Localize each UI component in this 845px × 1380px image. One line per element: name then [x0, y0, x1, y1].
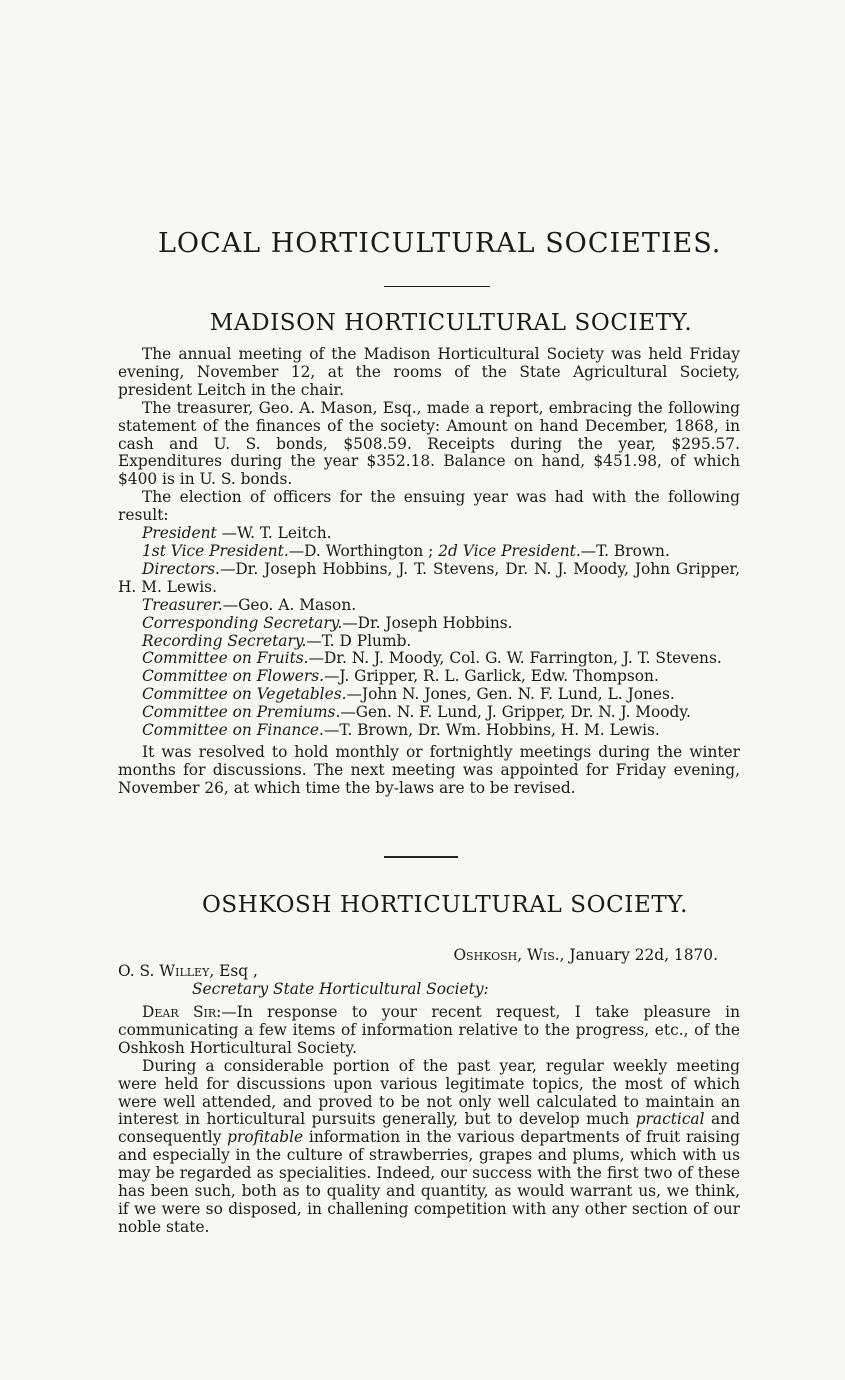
officer-names: —Dr. Joseph Hobbins. — [342, 613, 513, 632]
oshkosh-section-title: OSHKOSH HORTICULTURAL SOCIETY. — [201, 892, 689, 918]
officer-names: —Geo. A. Mason. — [222, 595, 357, 614]
letter-paragraph-2 — [118, 1058, 740, 1237]
letter-paragraph-1 — [118, 1004, 740, 1058]
madison-paragraph-3: The election of officers for the ensuing year was had with the following result: — [118, 488, 740, 525]
officer-role: 2d Vice President. — [438, 541, 581, 560]
officer-committee-finance — [118, 722, 740, 740]
addressee-name: O. S. Willey, — [118, 962, 215, 980]
officer-role: Committee on Flowers. — [142, 667, 324, 686]
officer-names: —Gen. N. F. Lund, J. Gripper, Dr. N. J. Moody. — [340, 703, 691, 722]
officer-treasurer — [118, 597, 740, 615]
salutation: Dear Sir: — [142, 1003, 222, 1021]
officer-names: —T. Brown, Dr. Wm. Hobbins, H. M. Lewis. — [323, 721, 660, 740]
officer-names: —T. D Plumb. — [306, 631, 412, 650]
madison-paragraph-1: The annual meeting of the Madison Horticultural Society was held Friday evening, November 12, at the rooms of the State Agricultural Society, president Leitch in the chair. — [118, 345, 740, 399]
addressee-title-line — [118, 980, 740, 998]
officer-role: Recording Secretary. — [142, 631, 307, 650]
officer-role: Committee on Finance. — [142, 721, 324, 740]
letter-addressee — [118, 962, 740, 998]
madison-paragraph-4: It was resolved to hold monthly or fortnightly meetings during the winter months for discussions. The next meeting was appointed for Friday evening, November 26, at which time the by-laws are to be revised. — [118, 742, 740, 797]
dateline-place: Oshkosh, Wis., — [453, 946, 565, 964]
officer-role: Committee on Premiums. — [142, 703, 341, 722]
officer-committee-flowers — [118, 668, 740, 686]
letter-paragraph-2-part-c: information in the various departments of fruit raising and especially in the culture of strawberries, grapes and plums, which with us may be regarded as specialities. Indeed, our success with the first two of these has been such, both as to quality and quantity, as would warrant us, we think, if we were so disposed, in challening competition with any other section of our noble state. — [118, 1128, 740, 1236]
addressee-line — [118, 962, 740, 980]
madison-paragraph-2: The treasurer, Geo. A. Mason, Esq., made a report, embracing the following statement of the finances of the society: Amount on hand December, 1868, in cash and U. S. bonds, $508.59. Receipts during the year, $295.57. Expenditures during the year $352.18. Balance on hand, $451.98, of which $400 is in U. S. bonds. — [118, 398, 740, 489]
section-divider — [384, 856, 458, 858]
title-divider — [384, 286, 490, 287]
officer-role: Committee on Fruits. — [142, 649, 309, 668]
emphasis-practical: practical — [635, 1110, 705, 1129]
addressee-suffix: Esq , — [214, 962, 258, 980]
madison-section-title: MADISON HORTICULTURAL SOCIETY. — [209, 310, 693, 336]
officer-directors — [118, 561, 740, 597]
letter-paragraph-1-text: —In response to your recent request, I take pleasure in communicating a few items of information relative to the progress, etc., of the Oshkosh Horticultural Society. — [118, 1003, 740, 1057]
officer-role: Treasurer. — [142, 595, 223, 614]
officer-names: —Dr. N. J. Moody, Col. G. W. Farrington, J. T. Stevens. — [308, 649, 722, 668]
officer-names: —D. Worthington ; — [288, 541, 439, 560]
officer-role: Committee on Vegetables. — [142, 685, 347, 704]
officer-role: 1st Vice President. — [142, 541, 289, 560]
addressee-title: Secretary State Horticultural Society: — [192, 980, 489, 998]
officer-role: Directors. — [142, 559, 220, 578]
dateline-date: January 22d, 1870. — [564, 946, 718, 964]
officer-committee-vegetables — [118, 686, 740, 704]
letter-paragraph-2-part-a: During a considerable portion of the past year, regular weekly meeting were held for discussions upon various legitimate topics, the most of which were well attended, and proved to be not only well calculated to maintain an interest in horticultural pursuits generally, but to develop much — [118, 1056, 740, 1129]
oshkosh-letter-body — [118, 1004, 740, 1237]
officer-recording-secretary — [118, 633, 740, 651]
officer-role: Corresponding Secretary. — [142, 613, 343, 632]
officer-vice-presidents — [118, 543, 740, 561]
officer-names: —J. Gripper, R. L. Garlick, Edw. Thompson. — [324, 667, 659, 686]
madison-section-body — [118, 346, 740, 798]
officer-corresponding-secretary — [118, 615, 740, 633]
officer-role: President — [142, 524, 217, 543]
officer-names: —W. T. Leitch. — [216, 524, 332, 543]
officer-names: —Dr. Joseph Hobbins, J. T. Stevens, Dr. N. J. Moody, John Gripper, H. M. Lewis. — [118, 559, 740, 596]
officer-committee-premiums — [118, 704, 740, 722]
emphasis-profitable: profitable — [227, 1128, 304, 1147]
officer-names: —John N. Jones, Gen. N. F. Lund, L. Jones. — [346, 685, 675, 704]
officer-committee-fruits — [118, 650, 740, 668]
letter-paragraph-2-part-b: and consequently — [118, 1110, 740, 1147]
officer-names: —T. Brown. — [580, 541, 670, 560]
officer-president — [118, 525, 740, 543]
page-title: LOCAL HORTICULTURAL SOCIETIES. — [158, 228, 722, 259]
